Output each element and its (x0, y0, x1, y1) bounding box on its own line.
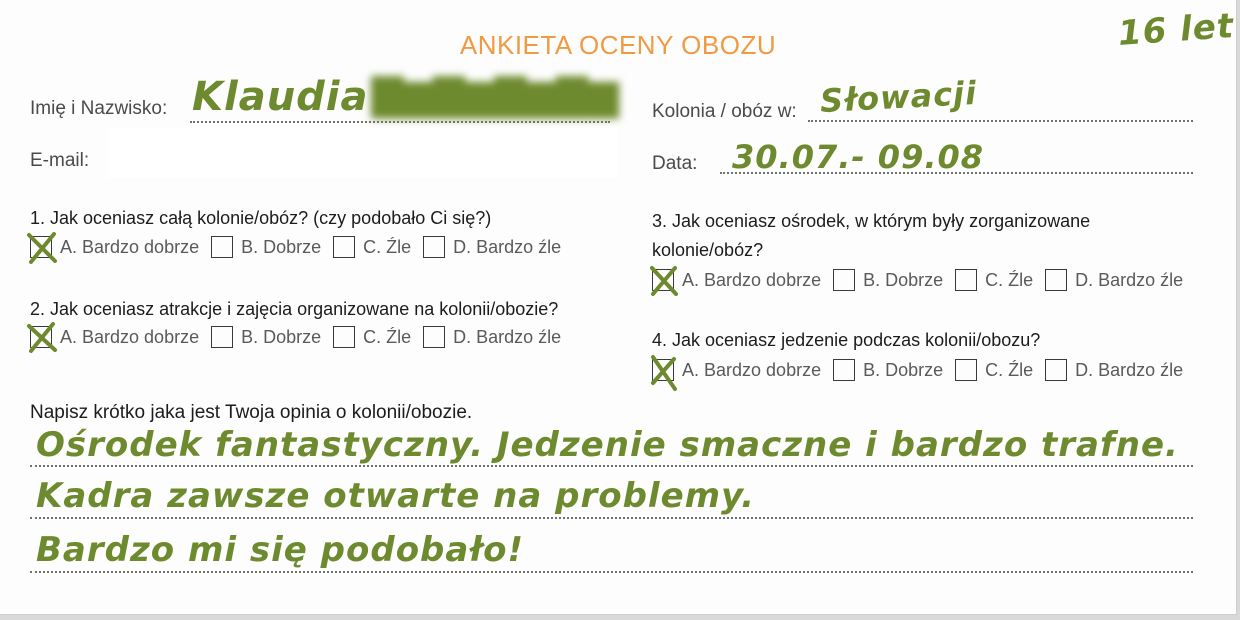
camp-dotted-line (808, 120, 1193, 122)
q2-option-b[interactable]: B. Dobrze (211, 326, 321, 348)
check-x-icon (25, 320, 59, 356)
checkbox[interactable] (333, 326, 355, 348)
checkbox[interactable] (833, 269, 855, 291)
name-redacted: ▇▆▇▆▇▆▇▆ (372, 73, 619, 117)
q3-option-a[interactable]: A. Bardzo dobrze (652, 269, 821, 291)
question-4-text: 4. Jak oceniasz jedzenie podczas kolonii/obozu? (652, 330, 1041, 350)
form-title: ANKIETA OCENY OBOZU (459, 30, 777, 60)
email-redacted (108, 128, 618, 178)
checkbox[interactable] (423, 236, 445, 258)
checkbox[interactable] (833, 359, 855, 381)
q3-option-c[interactable]: C. Źle (955, 269, 1033, 291)
q4-option-d[interactable]: D. Bardzo źle (1045, 359, 1183, 381)
checkbox[interactable] (211, 236, 233, 258)
checkbox[interactable] (955, 359, 977, 381)
checkbox[interactable] (333, 236, 355, 258)
name-value: Klaudia (192, 74, 369, 120)
q2-option-d[interactable]: D. Bardzo źle (423, 326, 561, 348)
camp-label: Kolonia / obóz w: (652, 101, 797, 122)
opinion-line-2 (30, 517, 1193, 519)
q4-option-a[interactable]: A. Bardzo dobrze (652, 359, 821, 381)
checkbox-checked[interactable] (30, 326, 52, 348)
question-4-options (652, 359, 1195, 381)
question-2-options (30, 326, 573, 348)
checkbox[interactable] (1045, 269, 1067, 291)
q2-option-c[interactable]: C. Źle (333, 326, 411, 348)
question-1-options (30, 236, 573, 258)
name-label: Imię i Nazwisko: (30, 98, 168, 119)
opinion-prompt: Napisz krótko jaka jest Twoja opinia o kolonii/obozie. (30, 402, 473, 423)
opinion-text-line-3: Bardzo mi się podobało! (36, 530, 524, 570)
question-3-text (652, 207, 1090, 265)
question-3-line-1: 3. Jak oceniasz ośrodek, w którym były zorganizowane (652, 211, 1091, 231)
check-x-icon (25, 230, 59, 266)
check-x-icon (647, 353, 681, 393)
opinion-text-line-2: Kadra zawsze otwarte na problemy. (36, 476, 756, 516)
checkbox-checked[interactable] (30, 236, 52, 258)
question-2-text: 2. Jak oceniasz atrakcje i zajęcia organizowane na kolonii/obozie? (30, 299, 559, 319)
age-note: 16 let (1116, 5, 1236, 55)
q4-option-c[interactable]: C. Źle (955, 359, 1033, 381)
date-value: 30.07.- 09.08 (732, 138, 985, 176)
date-label: Data: (652, 153, 698, 174)
q1-option-d[interactable]: D. Bardzo źle (423, 236, 561, 258)
q4-option-b[interactable]: B. Dobrze (833, 359, 943, 381)
name-dotted-line (190, 121, 610, 123)
question-3-line-2: kolonie/obóz? (652, 240, 764, 260)
q1-option-c[interactable]: C. Źle (333, 236, 411, 258)
opinion-line-1 (30, 465, 1193, 467)
checkbox[interactable] (211, 326, 233, 348)
q3-option-b[interactable]: B. Dobrze (833, 269, 943, 291)
opinion-text-line-1: Ośrodek fantastyczny. Jedzenie smaczne i bardzo trafne. (36, 425, 1179, 465)
q3-option-d[interactable]: D. Bardzo źle (1045, 269, 1183, 291)
q1-option-a[interactable]: A. Bardzo dobrze (30, 236, 199, 258)
check-x-icon (647, 263, 681, 299)
opinion-line-3 (30, 571, 1193, 573)
checkbox-checked[interactable] (652, 359, 674, 381)
checkbox-checked[interactable] (652, 269, 674, 291)
camp-value: Słowacji (819, 73, 978, 121)
checkbox[interactable] (1045, 359, 1067, 381)
email-label: E-mail: (30, 150, 90, 171)
question-1-text: 1. Jak oceniasz całą kolonie/obóz? (czy podobało Ci się?) (30, 208, 492, 228)
q1-option-b[interactable]: B. Dobrze (211, 236, 321, 258)
checkbox[interactable] (423, 326, 445, 348)
checkbox[interactable] (955, 269, 977, 291)
q2-option-a[interactable]: A. Bardzo dobrze (30, 326, 199, 348)
question-3-options (652, 269, 1195, 291)
